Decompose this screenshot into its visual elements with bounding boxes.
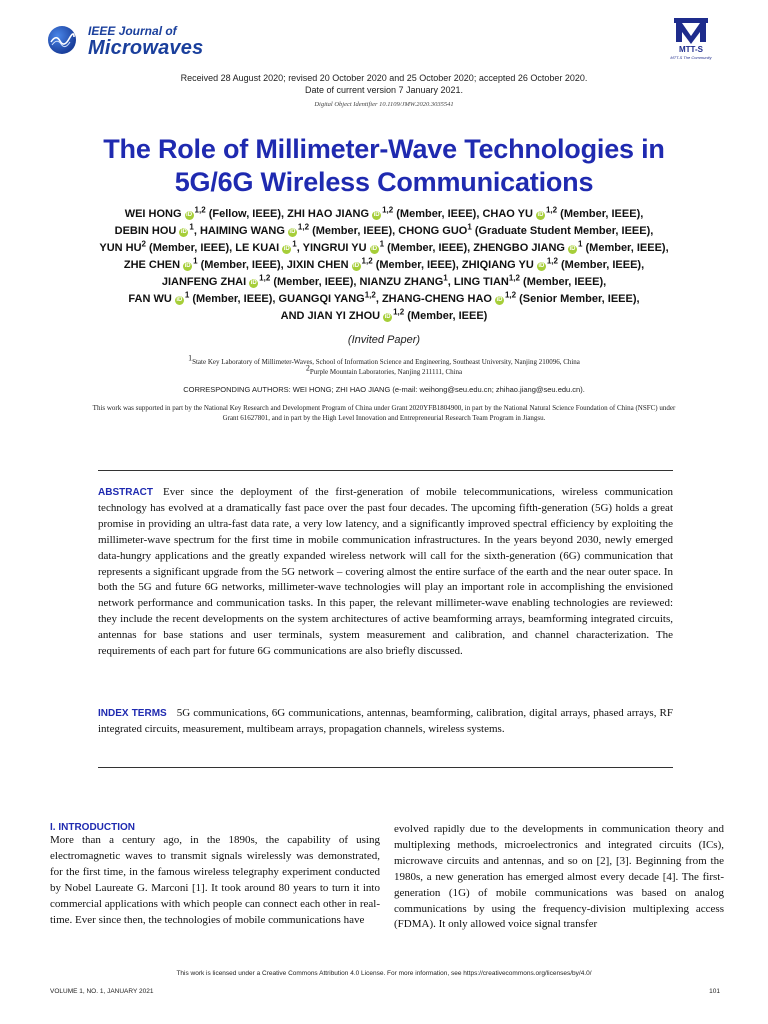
- received-dates: [0, 72, 768, 96]
- author-affiliation-sup: 1,2: [508, 273, 520, 283]
- author-membership: (Member, IEEE),: [145, 242, 236, 254]
- author-membership: ,: [447, 276, 454, 288]
- author-name: GUANGQI YANG: [278, 293, 365, 305]
- author-membership: (Senior Member, IEEE),: [516, 293, 640, 305]
- author-affiliation-sup: 1,2: [361, 256, 373, 266]
- author-membership: (Fellow, IEEE),: [205, 208, 288, 220]
- author-affiliation-sup: 1,2: [297, 222, 310, 232]
- footer-volume: VOLUME 1, NO. 1, JANUARY 2021: [50, 988, 154, 995]
- author-entry: [461, 256, 645, 271]
- author-name: NIANZU ZHANG: [359, 276, 444, 288]
- author-membership: (Graduate Student Member, IEEE),: [471, 225, 654, 237]
- author-affiliation-sup: 2: [141, 239, 146, 249]
- author-entry: [473, 239, 669, 254]
- author-name: LE KUAI: [235, 242, 280, 254]
- mtts-logo: [660, 14, 722, 62]
- society-name: MTT-S: [679, 45, 703, 54]
- body-column-left: [50, 822, 380, 928]
- author-entry: [286, 256, 462, 271]
- author-entry: [235, 239, 303, 254]
- author-name: HAIMING WANG: [199, 225, 285, 237]
- author-affiliation-sup: 1,2: [546, 256, 558, 266]
- invited-paper-label: (Invited Paper): [347, 334, 421, 346]
- author-membership: (Member, IEEE),: [557, 259, 645, 271]
- author-name: WEI HONG: [124, 208, 182, 220]
- author-list: [40, 206, 728, 325]
- author-membership: (Member, IEEE),: [557, 208, 644, 220]
- author-name: CHONG GUO: [398, 225, 468, 237]
- author-entry: [128, 290, 279, 305]
- divider-top: [98, 470, 673, 471]
- author-name: JIXIN CHEN: [286, 259, 349, 271]
- author-entry: [199, 222, 399, 237]
- license-note: This work is licensed under a Creative Commons Attribution 4.0 License. For more information, see https://creativecommons.org/licenses/by/4.0/: [176, 970, 592, 977]
- author-name: ZHIQIANG YU: [461, 259, 534, 271]
- author-membership: (Member, IEEE),: [519, 276, 607, 288]
- doi: Digital Object Identifier 10.1109/JMW.2020.3035541: [314, 101, 454, 108]
- mtts-emblem-icon: [660, 14, 722, 46]
- author-entry: [287, 205, 483, 220]
- author-name: YINGRUI YU: [302, 242, 367, 254]
- author-membership: (Member, IEEE),: [189, 293, 279, 305]
- author-name: FAN WU: [128, 293, 172, 305]
- index-terms: [98, 706, 673, 738]
- orcid-icon[interactable]: iD: [176, 297, 183, 303]
- author-entry: [161, 273, 360, 288]
- author-name: ZHI HAO JIANG: [287, 208, 370, 220]
- author-affiliation-sup: 1,2: [545, 205, 558, 215]
- author-membership: (Member, IEEE),: [384, 242, 474, 254]
- author-entry: [99, 239, 236, 254]
- author-name: ZHENGBO JIANG: [473, 242, 565, 254]
- author-entry: [124, 205, 288, 220]
- author-affiliation-sup: 1: [184, 290, 190, 300]
- author-entry: [114, 222, 200, 237]
- author-entry: [278, 290, 382, 305]
- author-membership: ,: [375, 293, 382, 305]
- orcid-icon[interactable]: iD: [180, 229, 187, 235]
- author-membership: (Member, IEEE),: [393, 208, 483, 220]
- orcid-icon[interactable]: iD: [384, 314, 391, 320]
- author-affiliation-sup: 1: [443, 273, 448, 283]
- body-column-right: [394, 822, 724, 933]
- author-name: CHAO YU: [482, 208, 533, 220]
- author-affiliation-sup: 1: [193, 256, 198, 266]
- orcid-icon[interactable]: iD: [537, 212, 544, 218]
- affiliation-1-text: State Key Laboratory of Millimeter-Waves, School of Information Science and Engineering, Southeast University, Nanjing 210096, China: [192, 358, 580, 366]
- author-entry: [280, 307, 488, 322]
- author-membership: (Member, IEEE): [404, 310, 488, 322]
- orcid-icon[interactable]: iD: [496, 297, 503, 303]
- author-membership: (Member, IEEE),: [197, 259, 287, 271]
- author-affiliation-sup: 1: [292, 239, 297, 249]
- author-affiliation-sup: 1: [577, 239, 583, 249]
- author-membership: (Member, IEEE),: [372, 259, 462, 271]
- title-line-1: The Role of Millimeter-Wave Technologies in: [103, 134, 665, 164]
- author-membership: ,: [193, 225, 200, 237]
- author-entry: [398, 222, 654, 237]
- author-entry: [302, 239, 474, 254]
- abstract: [98, 485, 673, 660]
- paper-title: [0, 133, 768, 199]
- author-affiliation-sup: 1,2: [393, 307, 405, 317]
- orcid-icon[interactable]: iD: [289, 229, 296, 235]
- author-affiliation-sup: 1: [189, 222, 194, 232]
- index-terms-label: INDEX TERMS: [98, 708, 167, 719]
- author-affiliation-sup: 1: [467, 222, 472, 232]
- orcid-icon[interactable]: iD: [283, 246, 290, 252]
- affiliation-1: [0, 353, 768, 367]
- journal-name-line2: Microwaves: [88, 37, 204, 59]
- author-entry: [381, 290, 640, 305]
- author-entry: [359, 273, 454, 288]
- author-affiliation-sup: 1,2: [364, 290, 376, 300]
- society-slogan: MTT-S The Community: [670, 55, 712, 60]
- author-entry: [123, 256, 287, 271]
- author-name: LING TIAN: [453, 276, 509, 288]
- orcid-icon[interactable]: iD: [373, 212, 380, 218]
- author-name: JIANFENG ZHAI: [161, 276, 247, 288]
- affiliation-2: [0, 363, 768, 377]
- author-name: DEBIN HOU: [114, 225, 177, 237]
- orcid-icon[interactable]: iD: [538, 263, 545, 269]
- orcid-icon[interactable]: iD: [353, 263, 360, 269]
- affiliations: [0, 353, 768, 377]
- author-affiliation-sup: 1,2: [259, 273, 271, 283]
- page-number: 101: [709, 988, 720, 995]
- orcid-icon[interactable]: iD: [250, 280, 257, 286]
- index-terms-text: 5G communications, 6G communications, antennas, beamforming, calibration, digital arrays, phased arrays, RF integrated circuits, measurement, multibeam arrays, propagation channels, wireless systems.: [98, 707, 674, 735]
- abstract-text: Ever since the deployment of the first-generation of mobile telecommunications, wireless communication technology has evolved at a dramatically fast pace over the past four decades. The upcoming fifth-generation (5G) holds a great promise in providing an ultra-fast data rate, a very low latency, and a significantly improved spectral efficiency by exploiting the millimeter-wave spectrum for the first time in mobile communication infrastructures. In the years beyond 2030, newly emerged data-hungry applications and the greatly expanded wireless network will call for the sixth-generation (6G) communication that represents a significant upgrade from the 5G network – covering almost the entire surface of the earth and the near outer space. In both the 5G and future 6G networks, millimeter-wave technologies will play an important role in accomplishing the envisioned network performance and communication tasks. In this paper, the relevant millimeter-wave enabling technologies are reviewed: they include the recent developments on the system architectures of active beamforming arrays, beamforming integrated circuits, antennas for base stations and user terminals, system measurement and calibration, and channel characterization. The requirements of each part for future 6G communications are also briefly discussed.: [98, 486, 673, 658]
- journal-name-line1: IEEE Journal of: [88, 24, 177, 38]
- orcid-icon[interactable]: iD: [569, 246, 576, 252]
- author-membership: (Member, IEEE),: [309, 225, 399, 237]
- author-affiliation-sup: 1: [379, 239, 385, 249]
- funding-note: This work was supported in part by the National Key Research and Development Program of China under Grant 2020YFB1804900, in part by the National Natural Science Foundation of China (NSFC) under Grant 61627801, and in part by the High Level Innovation and Entrepreneurial Research Team Program in Jiangsu.: [92, 404, 676, 422]
- author-affiliation-sup: 1,2: [194, 205, 206, 215]
- orcid-icon[interactable]: iD: [186, 212, 193, 218]
- author-membership: ,: [296, 242, 303, 254]
- globe-icon: [48, 26, 76, 54]
- intro-text-right: evolved rapidly due to the developments in communication theory and multiplexing methods, microelectronics and integrated circuits (ICs), microwave circuits and antennas, and so on [2], [3]. Beginning from the 1980s, a new generation has emerged almost every decade [4]. The first-generation (1G) of mobile communications was based on analog communications by using the frequency-division multiplexing access (FDMA). It only allowed voice signal transfer: [394, 823, 724, 931]
- affiliation-2-sup: 2: [305, 363, 310, 373]
- author-name: AND JIAN YI ZHOU: [280, 310, 381, 322]
- divider-bottom: [98, 767, 673, 768]
- section-heading: I. INTRODUCTION: [50, 822, 135, 833]
- author-entry: [482, 205, 644, 220]
- orcid-icon[interactable]: iD: [184, 263, 191, 269]
- title-line-2: 5G/6G Wireless Communications: [174, 167, 594, 197]
- author-membership: (Member, IEEE),: [582, 242, 669, 254]
- author-name: YUN HU: [99, 242, 142, 254]
- author-entry: [453, 273, 607, 288]
- author-name: ZHANG-CHENG HAO: [381, 293, 492, 305]
- author-affiliation-sup: 1,2: [504, 290, 517, 300]
- journal-logo: [46, 22, 216, 62]
- author-membership: (Member, IEEE),: [270, 276, 360, 288]
- orcid-icon[interactable]: iD: [371, 246, 378, 252]
- affiliation-1-sup: 1: [188, 353, 193, 363]
- current-version-line: Date of current version 7 January 2021.: [304, 85, 464, 95]
- affiliation-2-text: Purple Mountain Laboratories, Nanjing 211111, China: [309, 368, 463, 376]
- received-line: Received 28 August 2020; revised 20 October 2020 and 25 October 2020; accepted 26 October 2020.: [180, 73, 588, 83]
- author-affiliation-sup: 1,2: [382, 205, 394, 215]
- intro-text-left: More than a century ago, in the 1890s, the capability of using electromagnetic waves to transmit signals wirelessly was demonstrated, for the first time, in the famous wireless telegraphy experiment conducted by Nobel Laureate G. Marconi [1]. It took around 80 years to turn it into commercial applications with which people can connect each other in real-time. Ever since then, the technologies of mobile communications have: [50, 834, 380, 926]
- author-name: ZHE CHEN: [123, 259, 181, 271]
- corresponding-authors: CORRESPONDING AUTHORS: WEI HONG; ZHI HAO JIANG (e-mail: weihong@seu.edu.cn; zhihao.jiang@seu.edu.cn).: [183, 385, 585, 394]
- abstract-label: ABSTRACT: [98, 487, 153, 498]
